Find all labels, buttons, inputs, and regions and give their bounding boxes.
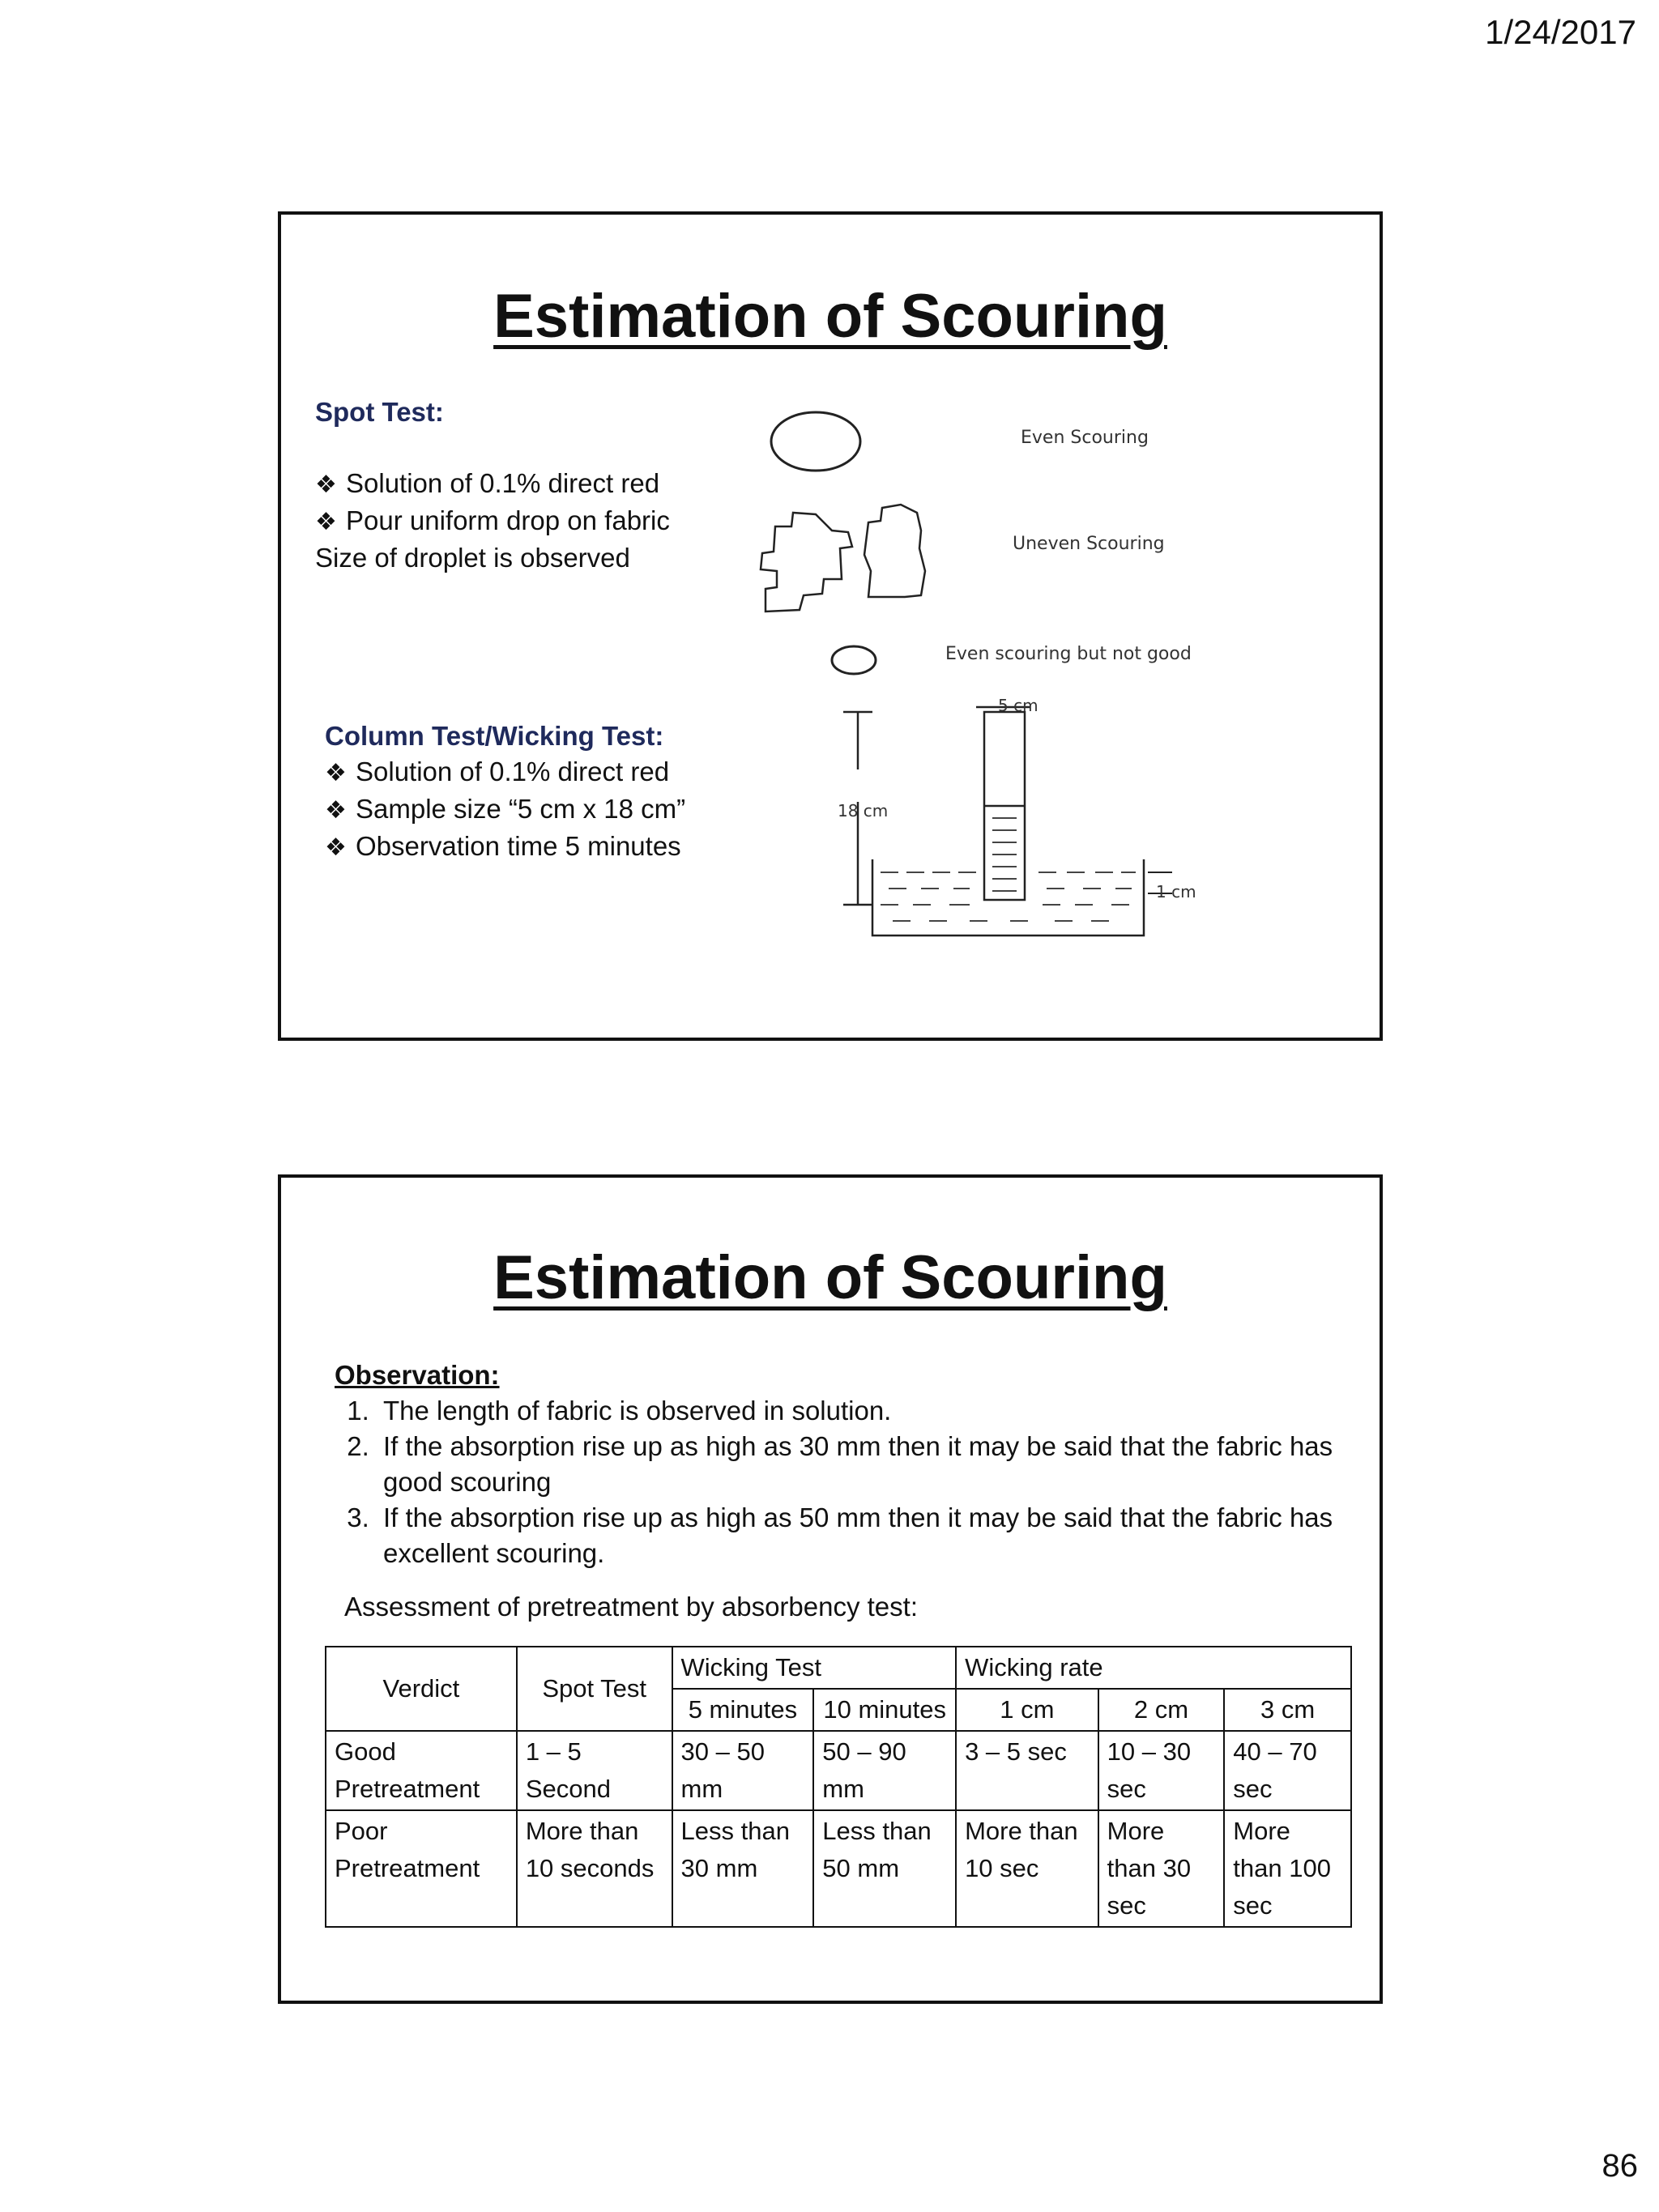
- observation-heading: Observation:: [335, 1360, 500, 1390]
- assessment-caption: Assessment of pretreatment by absorbency test:: [344, 1592, 919, 1622]
- slide-observation-and-assessment: [278, 1174, 1383, 2004]
- wicking-test-diagram: [840, 701, 1213, 960]
- table-cell: More than 30 sec: [1098, 1810, 1225, 1927]
- assessment-table: [325, 1646, 1352, 1928]
- spot-test-section: [315, 394, 670, 576]
- subheader-cell: 5 minutes: [672, 1689, 814, 1731]
- observation-section: [335, 1357, 1347, 1571]
- small-droplet-shape: [832, 646, 876, 674]
- table-cell: 1 – 5 Second: [517, 1731, 672, 1810]
- even-scouring-label: Even Scouring: [1021, 428, 1149, 448]
- table-cell: Less than 50 mm: [813, 1810, 956, 1927]
- diamond-bullet-icon: ❖: [325, 760, 347, 786]
- table-cell: Less than 30 mm: [672, 1810, 814, 1927]
- verdict-cell: Good Pretreatment: [326, 1731, 517, 1810]
- spot-test-note: Size of droplet is observed: [315, 543, 630, 573]
- table-cell: More than 100 sec: [1224, 1810, 1351, 1927]
- height-label: 18 cm: [838, 801, 889, 820]
- observation-item: 3. If the absorption rise up as high as 50 mm then it may be said that the fabric has excellent scouring.: [377, 1500, 1347, 1571]
- observation-item: 1. The length of fabric is observed in solution.: [377, 1393, 1347, 1429]
- even-not-good-label: Even scouring but not good: [945, 644, 1192, 664]
- fabric-strip: [976, 707, 1030, 900]
- column-test-bullet: ❖ Sample size “5 cm x 18 cm”: [325, 791, 685, 829]
- slide-title: Estimation of Scouring: [493, 1243, 1167, 1312]
- column-test-bullet: ❖ Observation time 5 minutes: [325, 829, 685, 866]
- diamond-bullet-icon: ❖: [325, 797, 347, 824]
- verdict-cell: Poor Pretreatment: [326, 1810, 517, 1927]
- uneven-droplet-shape: [761, 513, 852, 612]
- wicked-liquid-dashes: [992, 818, 1017, 891]
- subheader-cell: 1 cm: [956, 1689, 1098, 1731]
- uneven-scouring-label: Uneven Scouring: [1013, 534, 1165, 554]
- table-cell: 10 – 30 sec: [1098, 1731, 1225, 1810]
- column-test-bullet: ❖ Solution of 0.1% direct red: [325, 754, 685, 791]
- column-test-section: [325, 718, 685, 866]
- uneven-droplet-shape: [864, 505, 925, 597]
- print-date: 1/24/2017: [1485, 13, 1636, 51]
- slide-spot-and-column-test: [278, 211, 1383, 1041]
- wicking-test-header: Wicking Test: [672, 1647, 957, 1689]
- table-cell: 3 – 5 sec: [956, 1731, 1098, 1810]
- spot-test-heading: Spot Test:: [315, 397, 444, 427]
- spot-test-header: Spot Test: [517, 1647, 672, 1731]
- verdict-header: Verdict: [326, 1647, 517, 1731]
- table-cell: 30 – 50 mm: [672, 1731, 814, 1810]
- table-cell: 40 – 70 sec: [1224, 1731, 1351, 1810]
- even-droplet-shape: [771, 412, 860, 471]
- table-row: [326, 1810, 1351, 1927]
- depth-label: 1 cm: [1156, 882, 1196, 901]
- diamond-bullet-icon: ❖: [315, 471, 337, 498]
- width-label: 5 cm: [998, 696, 1038, 715]
- page-number: 86: [1601, 2148, 1638, 2184]
- column-test-heading: Column Test/Wicking Test:: [325, 721, 664, 751]
- table-cell: 50 – 90 mm: [813, 1731, 956, 1810]
- subheader-cell: 2 cm: [1098, 1689, 1225, 1731]
- slide-title: Estimation of Scouring: [493, 282, 1167, 351]
- subheader-cell: 3 cm: [1224, 1689, 1351, 1731]
- table-cell: More than 10 seconds: [517, 1810, 672, 1927]
- observation-list: [335, 1393, 1347, 1571]
- water-beaker: [872, 859, 1144, 936]
- table-header-row: [326, 1647, 1351, 1689]
- diamond-bullet-icon: ❖: [325, 834, 347, 861]
- table-cell: More than 10 sec: [956, 1810, 1098, 1927]
- subheader-cell: 10 minutes: [813, 1689, 956, 1731]
- spot-test-bullet: ❖ Pour uniform drop on fabric: [315, 503, 670, 540]
- observation-item: 2. If the absorption rise up as high as 30 mm then it may be said that the fabric has good scouring: [377, 1429, 1347, 1500]
- table-row: [326, 1731, 1351, 1810]
- wicking-rate-header: Wicking rate: [956, 1647, 1351, 1689]
- diamond-bullet-icon: ❖: [315, 509, 337, 535]
- spot-test-bullet: ❖ Solution of 0.1% direct red: [315, 466, 670, 503]
